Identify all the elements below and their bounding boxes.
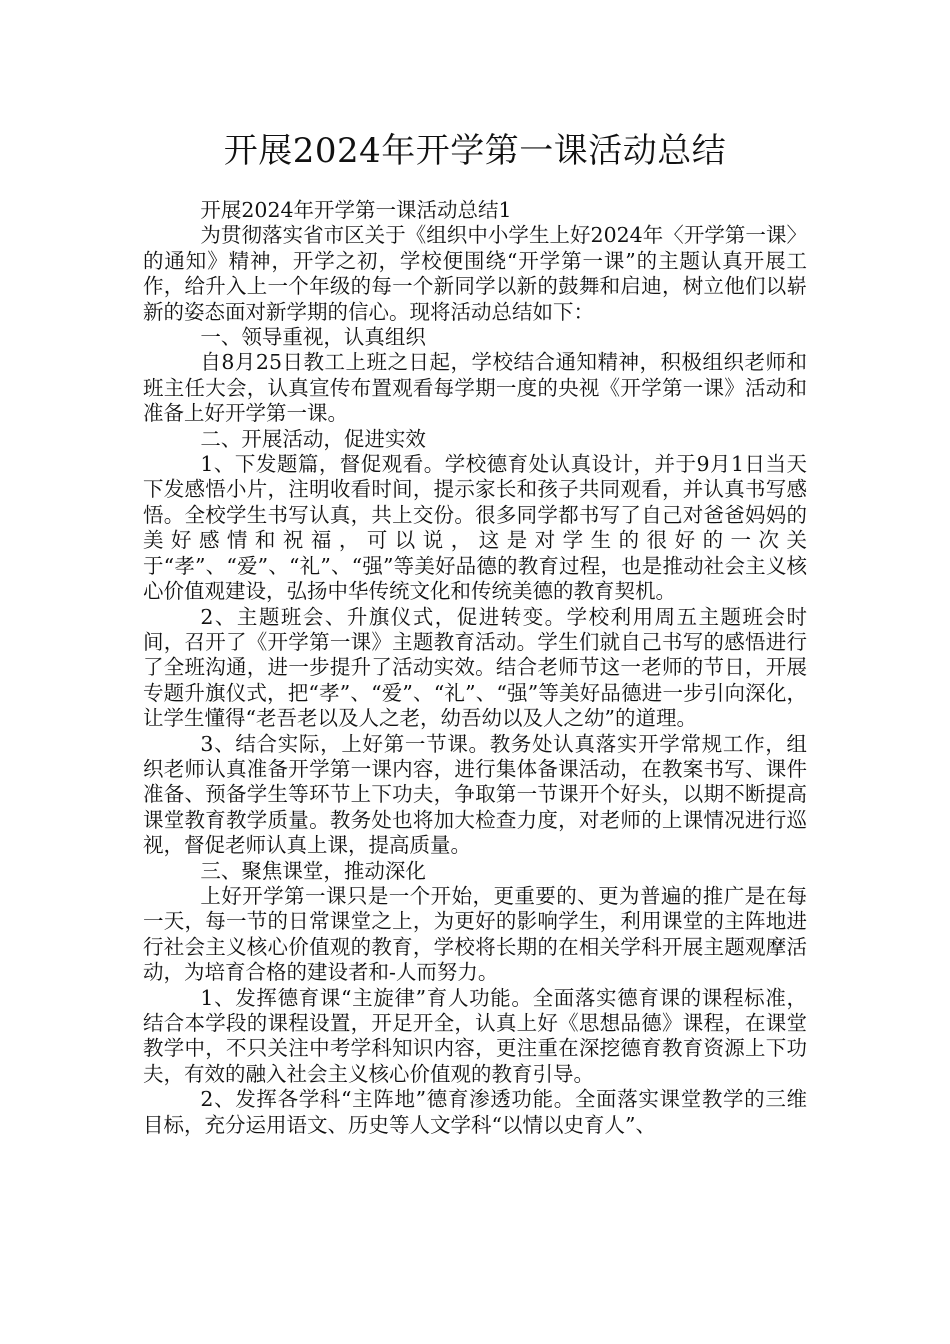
section-subtitle: 开展2024年开学第一课活动总结1: [200, 198, 512, 222]
paragraph: 自8月25日教工上班之日起，学校结合通知精神，积极组织老师和班主任大会，认真宣传布置观看每学期一度的央视《开学第一课》活动和准备上好开学第一课。: [143, 350, 807, 426]
paragraph: 2、主题班会、升旗仪式，促进转变。学校利用周五主题班会时间，召开了《开学第一课》主题教育活动。学生们就自己书写的感悟进行了全班沟通，进一步提升了活动实效。结合老师节这一老师的节日，开展专题升旗仪式，把“孝”、“爱”、“礼”、“强”等美好品德进一步引向深化，让学生懂得“老吾老以及人之老，幼吾幼以及人之幼”的道理。: [143, 604, 807, 731]
paragraph: 为贯彻落实省市区关于《组织中小学生上好2024年〈开学第一课〉的通知》精神，开学之初，学校便围绕“开学第一课”的主题认真开展工作，给升入上一个年级的每一个新同学以新的鼓舞和启迪，树立他们以崭新的姿态面对新学期的信心。现将活动总结如下：: [143, 223, 807, 324]
document-title: 开展2024年开学第一课活动总结: [223, 131, 727, 171]
paragraph: 上好开学第一课只是一个开始，更重要的、更为普遍的推广是在每一天，每一节的日常课堂之上，为更好的影响学生，利用课堂的主阵地进行社会主义核心价值观的教育，学校将长期的在相关学科开展主题观摩活动，为培育合格的建设者和-人而努力。: [143, 883, 807, 985]
paragraph: 2、发挥各学科“主阵地”德育渗透功能。全面落实课堂教学的三维目标，充分运用语文、历史等人文学科“以情以史育人”、: [143, 1087, 807, 1137]
paragraph: 1、发挥德育课“主旋律”育人功能。全面落实德育课的课程标准，结合本学段的课程设置，开足开全，认真上好《思想品德》课程，在课堂教学中，不只关注中考学科知识内容，更注重在深挖德育教育资源上下功夫，有效的融入社会主义核心价值观的教育引导。: [143, 985, 807, 1086]
paragraph: 1、下发题篇，督促观看。学校德育处认真设计，并于9月1日当天下发感悟小片，注明收看时间，提示家长和孩子共同观看，并认真书写感悟。全校学生书写认真，共上交份。很多同学都书写了自己对爸爸妈妈的美好感情和祝福，可以说，这是对学生的很好的一次关于“孝”、“爱”、“礼”、“强”等美好品德的教育过程，也是推动社会主义核心价值观建设，弘扬中华传统文化和传统美德的教育契机。: [143, 452, 807, 604]
section-heading: 三、聚焦课堂，推动深化: [200, 858, 426, 883]
paragraph: 3、结合实际，上好第一节课。教务处认真落实开学常规工作，组织老师认真准备开学第一课内容，进行集体备课活动，在教案书写、课件准备、预备学生等环节上下功夫，争取第一节课开个好头，以期不断提高课堂教育教学质量。教务处也将加大检查力度，对老师的上课情况进行巡视，督促老师认真上课，提高质量。: [143, 731, 807, 858]
document-body: [143, 198, 807, 1138]
section-heading: 一、领导重视，认真组织: [200, 325, 426, 350]
section-heading: 二、开展活动，促进实效: [200, 426, 426, 451]
